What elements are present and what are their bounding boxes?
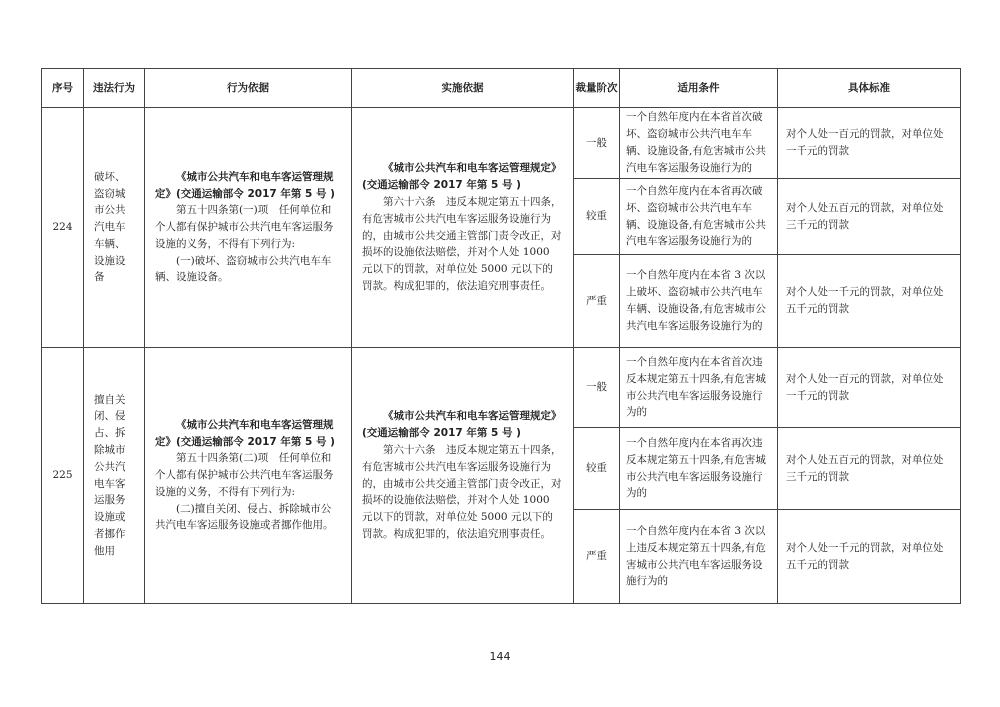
header-std: 具体标准 (778, 69, 961, 108)
impl-paragraph: 第六十六条 违反本规定第五十四条，有危害城市公共汽电车客运服务设施行为的，由城市公共交通主管部门责令改正，对损坏的设施依法赔偿，并对个人处 1000 元以下的罚款，对单位处 5000 元以下的罚款。构成犯罪的，依法追究刑事责任。 (362, 443, 562, 540)
basis-item: (二)擅自关闭、侵占、拆除城市公共汽电车客运服务设施或者挪作他用。 (155, 502, 334, 532)
basis-cell (145, 348, 352, 604)
row-number: 225 (42, 348, 84, 604)
header-act: 违法行为 (84, 69, 145, 108)
basis-law: 《城市公共汽车和电车客运管理规定》(交通运输部令 2017 年第 5 号 ) (155, 170, 335, 200)
basis-item: (一)破坏、盗窃城市公共汽电车车辆、设施设备。 (155, 254, 332, 284)
header-impl: 实施依据 (352, 69, 574, 108)
condition-cell: 一个自然年度内在本省 3 次以上破坏、盗窃城市公共汽电车车辆、设施设备,有危害城市公共汽电车客运服务设施行为的 (620, 255, 778, 348)
basis-cell (145, 108, 352, 348)
table-row (42, 108, 961, 179)
condition-cell: 一个自然年度内在本省首次违反本规定第五十四条,有危害城市公共汽电车客运服务设施行为的 (620, 348, 778, 428)
penalty-table (41, 68, 961, 604)
standard-cell: 对个人处一千元的罚款，对单位处五千元的罚款 (778, 510, 961, 604)
header-cond: 适用条件 (620, 69, 778, 108)
level-cell: 较重 (574, 428, 620, 510)
impl-paragraph: 第六十六条 违反本规定第五十四条，有危害城市公共汽电车客运服务设施行为的，由城市公共交通主管部门责令改正，对损坏的设施依法赔偿，并对个人处 1000 元以下的罚款，对单位处 5000 元以下的罚款。构成犯罪的，依法追究刑事责任。 (362, 195, 562, 292)
table-row (42, 348, 961, 428)
standard-cell: 对个人处一百元的罚款，对单位处一千元的罚款 (778, 348, 961, 428)
page-number: 144 (489, 650, 511, 663)
basis-paragraph: 第五十四条第(一)项 任何单位和个人都有保护城市公共汽电车客运服务设施的义务，不得有下列行为: (155, 204, 334, 250)
impl-cell (352, 348, 574, 604)
condition-cell: 一个自然年度内在本省再次破坏、盗窃城市公共汽电车车辆、设施设备,有危害城市公共汽电车客运服务设施行为的 (620, 179, 778, 255)
condition-cell: 一个自然年度内在本省再次违反本规定第五十四条,有危害城市公共汽电车客运服务设施行为的 (620, 428, 778, 510)
header-level: 裁量阶次 (574, 69, 620, 108)
impl-cell (352, 108, 574, 348)
impl-law: 《城市公共汽车和电车客运管理规定》(交通运输部令 2017 年第 5 号 ) (362, 410, 562, 440)
condition-cell: 一个自然年度内在本省 3 次以上违反本规定第五十四条,有危害城市公共汽电车客运服务设施行为的 (620, 510, 778, 604)
level-cell: 一般 (574, 108, 620, 179)
level-cell: 一般 (574, 348, 620, 428)
level-cell: 严重 (574, 510, 620, 604)
standard-cell: 对个人处一千元的罚款，对单位处五千元的罚款 (778, 255, 961, 348)
impl-law: 《城市公共汽车和电车客运管理规定》(交通运输部令 2017 年第 5 号 ) (362, 162, 562, 192)
header-num: 序号 (42, 69, 84, 108)
standard-cell: 对个人处五百元的罚款，对单位处三千元的罚款 (778, 428, 961, 510)
violation-act: 擅自关闭、侵占、拆除城市公共汽电车客运服务设施或者挪作他用 (84, 348, 145, 604)
header-basis: 行为依据 (145, 69, 352, 108)
row-number: 224 (42, 108, 84, 348)
standard-cell: 对个人处五百元的罚款，对单位处三千元的罚款 (778, 179, 961, 255)
basis-law: 《城市公共汽车和电车客运管理规定》(交通运输部令 2017 年第 5 号 ) (155, 418, 335, 448)
violation-act: 破坏、盗窃城市公共汽电车车辆、设施设备 (84, 108, 145, 348)
level-cell: 较重 (574, 179, 620, 255)
condition-cell: 一个自然年度内在本省首次破坏、盗窃城市公共汽电车车辆、设施设备,有危害城市公共汽电车客运服务设施行为的 (620, 108, 778, 179)
table-header-row (42, 69, 961, 108)
standard-cell: 对个人处一百元的罚款，对单位处一千元的罚款 (778, 108, 961, 179)
level-cell: 严重 (574, 255, 620, 348)
basis-paragraph: 第五十四条第(二)项 任何单位和个人都有保护城市公共汽电车客运服务设施的义务，不得有下列行为: (155, 452, 334, 498)
